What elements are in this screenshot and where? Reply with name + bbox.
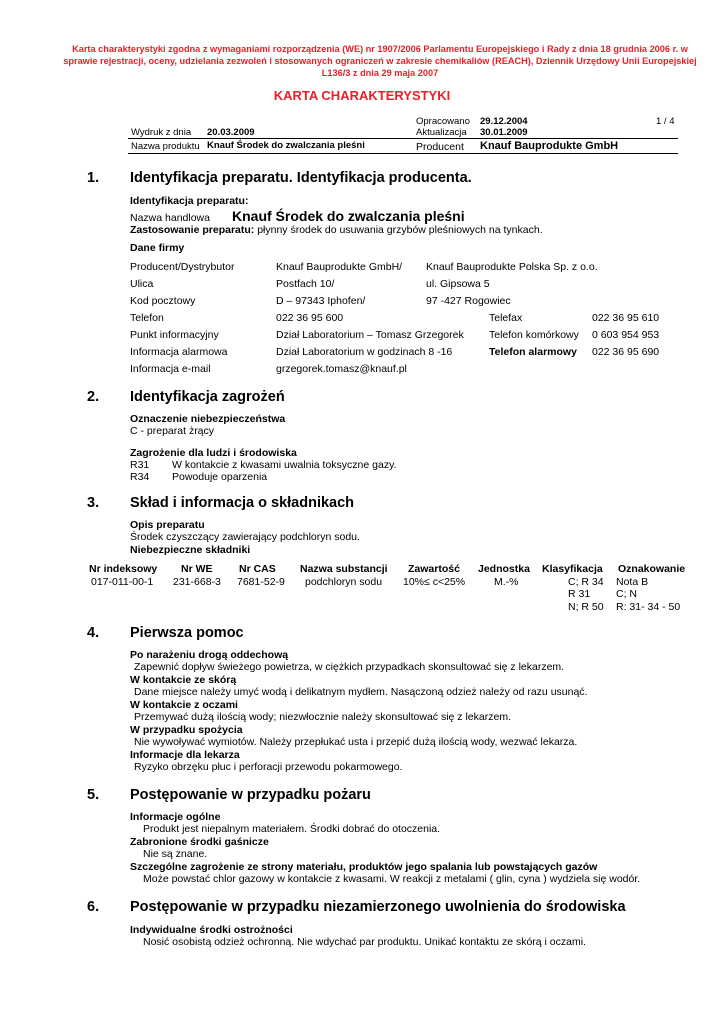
section-3-title: Skład i informacja o składnikach [130, 495, 355, 511]
producer-value: Knauf Bauprodukte GmbH [480, 140, 619, 152]
company-row-value: Dział Laboratorium – Tomasz Grzegorek [276, 329, 464, 341]
first-aid-heading: Po narażeniu drogą oddechową [130, 649, 289, 661]
company-row-value-pl: ul. Gipsowa 5 [426, 278, 490, 290]
table-cell: C; N [616, 588, 637, 600]
first-aid-text: Ryzyko obrzęku płuc i perforacji przewodu pokarmowego. [134, 761, 403, 773]
table-cell: 231-668-3 [173, 576, 221, 588]
company-row-value: 022 36 95 600 [276, 312, 344, 324]
col-header: Jednostka [478, 563, 530, 575]
section-3-number: 3. [87, 495, 100, 511]
section-5-number: 5. [87, 787, 100, 803]
company-row-extra-value: 022 36 95 610 [592, 312, 660, 324]
company-row-value: Postfach 10/ [276, 278, 335, 290]
risk-code: R31 [130, 459, 150, 471]
hazard-designation-value: C - preparat żrący [130, 425, 215, 437]
section-6-title: Postępowanie w przypadku niezamierzonego uwolnienia do środowiska [130, 899, 626, 915]
wydruk-value: 20.03.2009 [207, 127, 255, 138]
prep-desc-heading: Opis preparatu [130, 519, 205, 531]
section-4-number: 4. [87, 625, 100, 641]
company-row-label: Ulica [130, 278, 154, 290]
usage-label: Zastosowanie preparatu: [130, 224, 255, 236]
fire-text: Produkt jest niepalnym materiałem. Środki dobrać do otoczenia. [143, 823, 441, 835]
table-cell: 10%≤ c<25% [403, 576, 466, 588]
product-name-value: Knauf Środek do zwalczania pleśni [207, 140, 365, 151]
company-row-value: grzegorek.tomasz@knauf.pl [276, 363, 407, 375]
company-row-extra-value: 022 36 95 690 [592, 346, 660, 358]
company-row-extra-label: Telefax [489, 312, 523, 324]
header-divider-bottom [128, 153, 678, 154]
release-heading: Indywidualne środki ostrożności [130, 924, 293, 936]
company-row-value: Dział Laboratorium w godzinach 8 -16 [276, 346, 453, 358]
producer-label: Producent [416, 141, 464, 153]
risk-text: W kontakcie z kwasami uwalnia toksyczne gazy. [172, 459, 397, 471]
risk-code: R34 [130, 471, 150, 483]
product-name-label: Nazwa produktu [131, 141, 200, 152]
hazard-heading: Zagrożenie dla ludzi i środowiska [130, 447, 297, 459]
table-cell: 7681-52-9 [237, 576, 285, 588]
table-cell: R 31 [568, 588, 591, 600]
wydruk-label: Wydruk z dnia [131, 127, 192, 138]
col-header: Oznakowanie [618, 563, 686, 575]
company-row-label: Informacja alarmowa [130, 346, 228, 358]
table-cell: 017-011-00-1 [91, 576, 154, 588]
company-row-label: Telefon [130, 312, 164, 324]
fire-heading: Informacje ogólne [130, 811, 221, 823]
usage-line [130, 224, 543, 236]
section-5-title: Postępowanie w przypadku pożaru [130, 787, 371, 803]
opracowano-label: Opracowano [416, 116, 470, 127]
release-text: Nosić osobistą odzież ochronną. Nie wdychać par produktu. Unikać kontaktu ze skórą i oczami. [143, 936, 586, 948]
fire-heading: Zabronione środki gaśnicze [130, 836, 269, 848]
first-aid-text: Zapewnić dopływ świeżego powietrza, w ciężkich przypadkach skonsultować się z lekarzem. [134, 661, 565, 673]
header-divider-top [128, 138, 678, 139]
first-aid-heading: W przypadku spożycia [130, 724, 243, 736]
usage-value: płynny środek do usuwania grzybów pleśniowych na tynkach. [254, 224, 543, 236]
section-1-title: Identyfikacja preparatu. Identyfikacja producenta. [130, 170, 472, 186]
section-6-number: 6. [87, 899, 100, 915]
first-aid-text: Przemywać dużą ilością wody; niezwłocznie należy skonsultować się z lekarzem. [134, 711, 511, 723]
first-aid-heading: Informacje dla lekarza [130, 749, 240, 761]
aktualizacja-value: 30.01.2009 [480, 127, 528, 138]
first-aid-text: Nie wywoływać wymiotów. Należy przepłukać usta i przepić dużą ilością wody, wezwać lekarza. [134, 736, 578, 748]
company-row-value-pl: Knauf Bauprodukte Polska Sp. z o.o. [426, 261, 598, 273]
risk-text: Powoduje oparzenia [172, 471, 268, 483]
first-aid-heading: W kontakcie ze skórą [130, 674, 237, 686]
prep-desc-value: Środek czyszczący zawierający podchloryn sodu. [130, 531, 360, 543]
section-2-number: 2. [87, 389, 100, 405]
section-1-number: 1. [87, 170, 100, 186]
document-title: KARTA CHARAKTERYSTYKI [273, 88, 451, 103]
company-row-label: Informacja e-mail [130, 363, 211, 375]
ident-heading: Identyfikacja preparatu: [130, 195, 249, 207]
table-cell: R: 31- 34 - 50 [616, 601, 681, 613]
table-cell: C; R 34 [568, 576, 604, 588]
table-cell: podchloryn sodu [305, 576, 383, 588]
company-row-value: Knauf Bauprodukte GmbH/ [276, 261, 403, 273]
first-aid-text: Dane miejsce należy umyć wodą i delikatnym mydłem. Nasączoną odzież należy od razu usunąć. [134, 686, 588, 698]
company-row-value-pl: 97 -427 Rogowiec [426, 295, 511, 307]
first-aid-heading: W kontakcie z oczami [130, 699, 238, 711]
col-header: Zawartość [408, 563, 460, 575]
page-number: 1 / 4 [656, 116, 675, 127]
table-cell: N; R 50 [568, 601, 604, 613]
hazard-designation-heading: Oznaczenie niebezpieczeństwa [130, 413, 286, 425]
table-cell: Nota B [616, 576, 649, 588]
trade-name-value: Knauf Środek do zwalczania pleśni [232, 208, 465, 224]
table-cell: M.-% [494, 576, 519, 588]
fire-text: Może powstać chlor gazowy w kontakcie z kwasami. W reakcji z metalami ( glin, cyna ) wydziela się wodór. [143, 873, 641, 885]
col-header: Klasyfikacja [542, 563, 603, 575]
company-row-label: Kod pocztowy [130, 295, 196, 307]
company-row-extra-label: Telefon komórkowy [489, 329, 579, 341]
company-row-value: D – 97343 Iphofen/ [276, 295, 366, 307]
regulation-header: Karta charakterystyki zgodna z wymaganiami rozporządzenia (WE) nr 1907/2006 Parlamentu Europejskiego i Rady z dnia 18 grudnia 2006 r. w sprawie rejestracji, oceny, udzielania zezwoleń i stosowanych ograniczeń w zakresie chemikaliów (REACH), Dziennik Urzędowy Unii Europejskiej L136/3 z dnia 29 maja 2007 [63, 44, 697, 78]
col-header: Nr indeksowy [89, 563, 158, 575]
company-row-label: Producent/Dystrybutor [130, 261, 235, 273]
col-header: Nr WE [181, 563, 213, 575]
section-2-title: Identyfikacja zagrożeń [130, 389, 285, 405]
section-4-title: Pierwsza pomoc [130, 625, 244, 641]
company-heading: Dane firmy [130, 242, 185, 254]
aktualizacja-label: Aktualizacja [416, 127, 467, 138]
company-row-extra-label: Telefon alarmowy [489, 346, 577, 358]
fire-heading: Szczególne zagrożenie ze strony materiału, produktów jego spalania lub powstających gazów [130, 861, 598, 873]
dangerous-components-heading: Niebezpieczne składniki [130, 544, 251, 556]
fire-text: Nie są znane. [143, 848, 208, 860]
trade-name-label: Nazwa handlowa [130, 212, 210, 224]
company-row-label: Punkt informacyjny [130, 329, 219, 341]
col-header: Nr CAS [239, 563, 276, 575]
col-header: Nazwa substancji [300, 563, 388, 575]
opracowano-value: 29.12.2004 [480, 116, 528, 127]
company-row-extra-value: 0 603 954 953 [592, 329, 660, 341]
